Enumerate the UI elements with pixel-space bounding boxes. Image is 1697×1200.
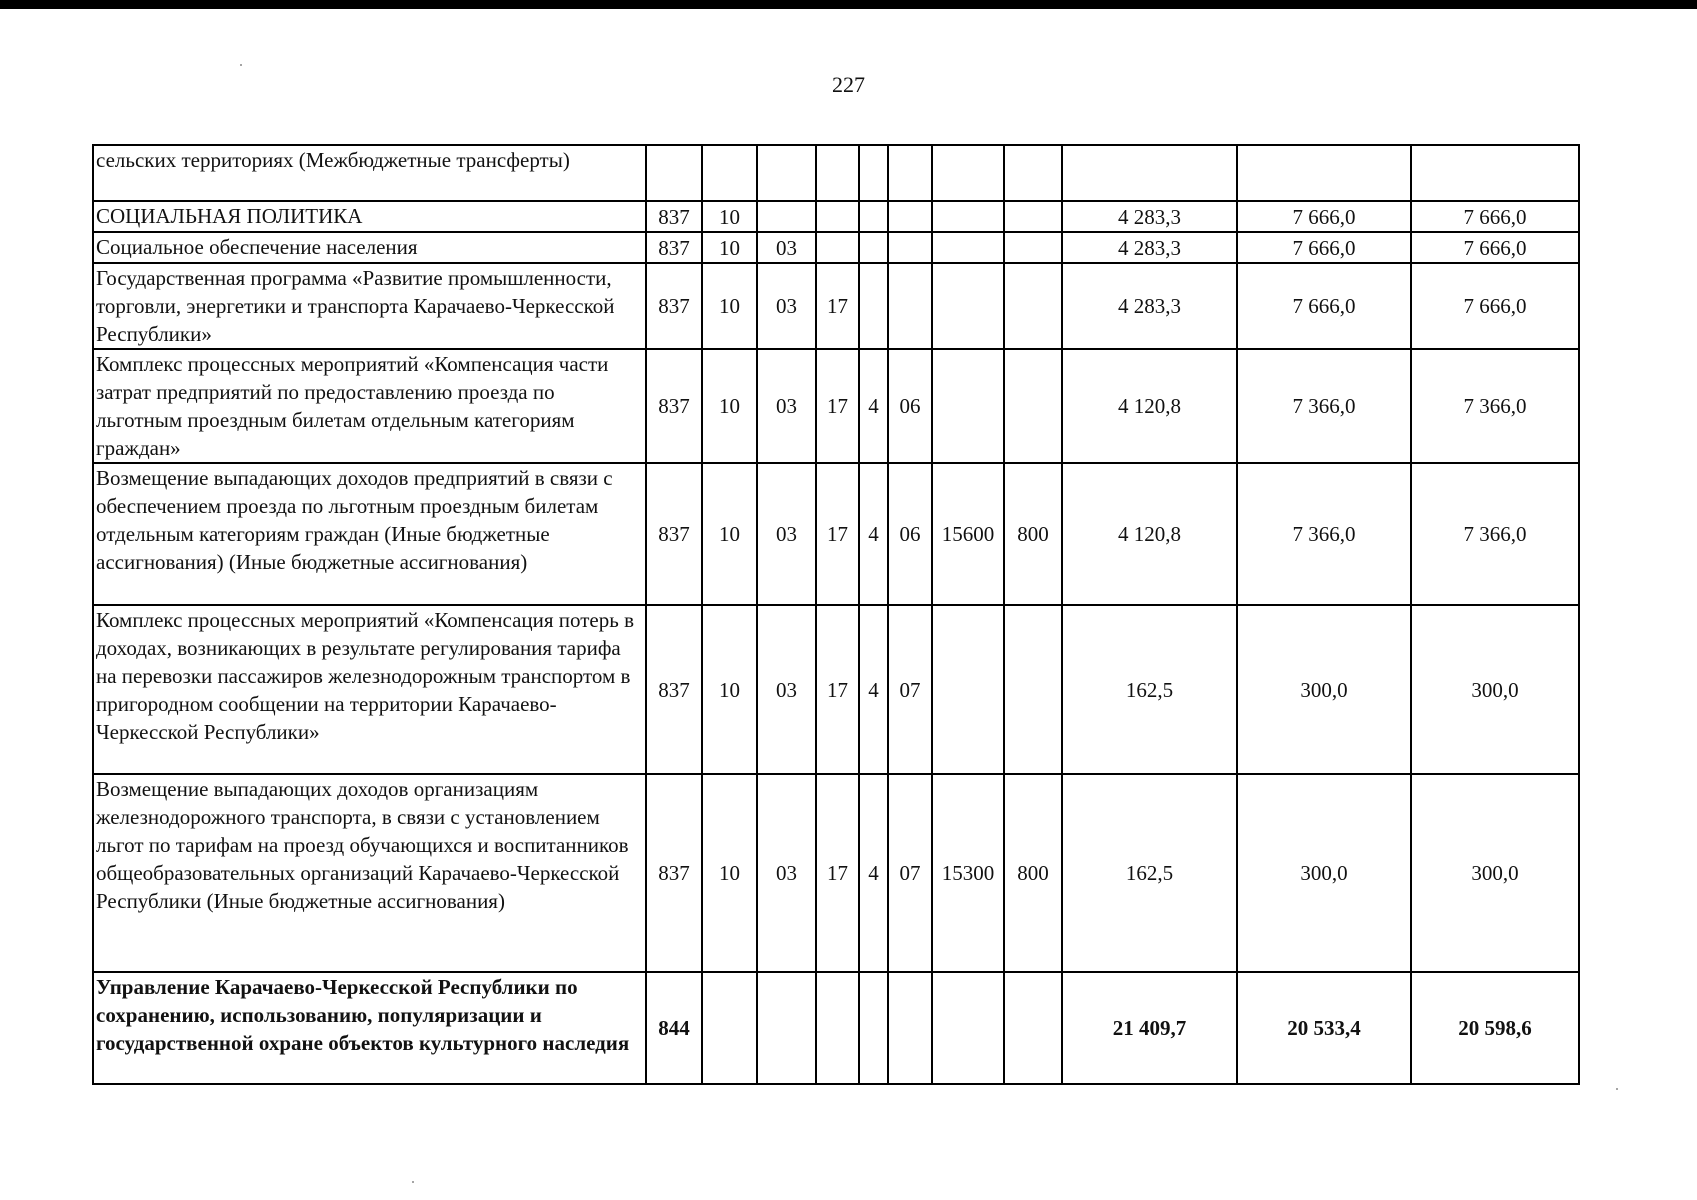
amount-year1-cell: 21 409,7 xyxy=(1062,972,1237,1084)
ved-code-cell: 837 xyxy=(646,605,702,774)
amount-year2-cell: 300,0 xyxy=(1237,605,1411,774)
program-code-cell xyxy=(816,232,859,263)
section-code-cell: 10 xyxy=(702,349,757,463)
row-name-cell: Социальное обеспечение населения xyxy=(93,232,646,263)
subprogram-code-cell: 07 xyxy=(888,605,932,774)
direction-code-cell xyxy=(932,145,1004,201)
table-row xyxy=(93,972,1579,1084)
subprogram-type-cell: 4 xyxy=(859,774,888,972)
direction-code-cell xyxy=(932,232,1004,263)
row-name-cell: Комплекс процессных мероприятий «Компенсация части затрат предприятий по предоставлению проезда по льготным проездным билетам отдельным категориям граждан» xyxy=(93,349,646,463)
expense-type-cell xyxy=(1004,972,1062,1084)
amount-year1-cell: 162,5 xyxy=(1062,605,1237,774)
amount-year3-cell: 7 666,0 xyxy=(1411,263,1579,349)
subsection-code-cell: 03 xyxy=(757,463,816,605)
subprogram-type-cell: 4 xyxy=(859,349,888,463)
program-code-cell: 17 xyxy=(816,774,859,972)
program-code-cell: 17 xyxy=(816,605,859,774)
subsection-code-cell: 03 xyxy=(757,232,816,263)
table-row xyxy=(93,349,1579,463)
row-name-cell: СОЦИАЛЬНАЯ ПОЛИТИКА xyxy=(93,201,646,232)
subprogram-code-cell xyxy=(888,232,932,263)
subsection-code-cell: 03 xyxy=(757,774,816,972)
table-row xyxy=(93,232,1579,263)
section-code-cell xyxy=(702,972,757,1084)
amount-year1-cell: 4 120,8 xyxy=(1062,463,1237,605)
subprogram-code-cell: 06 xyxy=(888,349,932,463)
amount-year2-cell: 7 666,0 xyxy=(1237,201,1411,232)
subsection-code-cell xyxy=(757,972,816,1084)
ved-code-cell: 844 xyxy=(646,972,702,1084)
subprogram-type-cell xyxy=(859,145,888,201)
expense-type-cell xyxy=(1004,263,1062,349)
row-name-cell: Возмещение выпадающих доходов предприятий в связи с обеспечением проезда по льготным проездным билетам отдельным категориям граждан (Иные бюджетные ассигнования) (Иные бюджетные ассигнования) xyxy=(93,463,646,605)
amount-year2-cell: 7 366,0 xyxy=(1237,349,1411,463)
row-name-cell: Комплекс процессных мероприятий «Компенсация потерь в доходах, возникающих в результате регулирования тарифа на перевозки пассажиров железнодорожным транспортом в пригородном сообщении на территории Карачаево-Черкесской Республики» xyxy=(93,605,646,774)
subprogram-type-cell xyxy=(859,232,888,263)
direction-code-cell xyxy=(932,349,1004,463)
amount-year3-cell: 7 366,0 xyxy=(1411,349,1579,463)
ved-code-cell: 837 xyxy=(646,201,702,232)
row-name-cell: Государственная программа «Развитие промышленности, торговли, энергетики и транспорта Карачаево-Черкесской Республики» xyxy=(93,263,646,349)
amount-year3-cell: 7 366,0 xyxy=(1411,463,1579,605)
section-code-cell: 10 xyxy=(702,232,757,263)
direction-code-cell: 15600 xyxy=(932,463,1004,605)
expense-type-cell: 800 xyxy=(1004,463,1062,605)
amount-year2-cell xyxy=(1237,145,1411,201)
row-name-cell: Управление Карачаево-Черкесской Республики по сохранению, использованию, популяризации и государственной охране объектов культурного наследия xyxy=(93,972,646,1084)
subprogram-code-cell: 06 xyxy=(888,463,932,605)
expense-type-cell xyxy=(1004,349,1062,463)
amount-year1-cell xyxy=(1062,145,1237,201)
amount-year1-cell: 4 283,3 xyxy=(1062,201,1237,232)
scan-speck xyxy=(240,64,242,66)
amount-year2-cell: 20 533,4 xyxy=(1237,972,1411,1084)
program-code-cell: 17 xyxy=(816,463,859,605)
program-code-cell: 17 xyxy=(816,349,859,463)
section-code-cell: 10 xyxy=(702,463,757,605)
amount-year3-cell: 300,0 xyxy=(1411,605,1579,774)
amount-year1-cell: 4 283,3 xyxy=(1062,232,1237,263)
direction-code-cell xyxy=(932,201,1004,232)
expense-type-cell: 800 xyxy=(1004,774,1062,972)
scan-speck xyxy=(1616,1088,1618,1090)
subsection-code-cell: 03 xyxy=(757,349,816,463)
amount-year3-cell: 20 598,6 xyxy=(1411,972,1579,1084)
subprogram-type-cell xyxy=(859,263,888,349)
expense-type-cell xyxy=(1004,201,1062,232)
direction-code-cell xyxy=(932,605,1004,774)
direction-code-cell xyxy=(932,972,1004,1084)
row-name-cell: сельских территориях (Межбюджетные трансферты) xyxy=(93,145,646,201)
ved-code-cell: 837 xyxy=(646,463,702,605)
section-code-cell xyxy=(702,145,757,201)
table-row xyxy=(93,774,1579,972)
section-code-cell: 10 xyxy=(702,263,757,349)
row-name-cell: Возмещение выпадающих доходов организациям железнодорожного транспорта, в связи с установлением льгот по тарифам на проезд обучающихся и воспитанников общеобразовательных организаций Карачаево-Черкесской Республики (Иные бюджетные ассигнования) xyxy=(93,774,646,972)
expense-type-cell xyxy=(1004,232,1062,263)
amount-year3-cell xyxy=(1411,145,1579,201)
table-row xyxy=(93,605,1579,774)
ved-code-cell: 837 xyxy=(646,349,702,463)
ved-code-cell: 837 xyxy=(646,774,702,972)
amount-year3-cell: 7 666,0 xyxy=(1411,201,1579,232)
scan-top-border xyxy=(0,0,1697,9)
amount-year2-cell: 7 666,0 xyxy=(1237,232,1411,263)
expense-type-cell xyxy=(1004,145,1062,201)
ved-code-cell xyxy=(646,145,702,201)
amount-year2-cell: 7 366,0 xyxy=(1237,463,1411,605)
ved-code-cell: 837 xyxy=(646,263,702,349)
program-code-cell: 17 xyxy=(816,263,859,349)
amount-year2-cell: 7 666,0 xyxy=(1237,263,1411,349)
expense-type-cell xyxy=(1004,605,1062,774)
direction-code-cell: 15300 xyxy=(932,774,1004,972)
scan-speck xyxy=(412,1181,414,1183)
table-row xyxy=(93,263,1579,349)
subsection-code-cell xyxy=(757,145,816,201)
page-number: 227 xyxy=(832,72,865,97)
program-code-cell xyxy=(816,972,859,1084)
program-code-cell xyxy=(816,201,859,232)
amount-year1-cell: 4 120,8 xyxy=(1062,349,1237,463)
subprogram-code-cell xyxy=(888,972,932,1084)
section-code-cell: 10 xyxy=(702,201,757,232)
program-code-cell xyxy=(816,145,859,201)
subprogram-type-cell xyxy=(859,972,888,1084)
subprogram-code-cell xyxy=(888,201,932,232)
ved-code-cell: 837 xyxy=(646,232,702,263)
subsection-code-cell xyxy=(757,201,816,232)
table-row xyxy=(93,463,1579,605)
budget-table xyxy=(92,144,1580,1085)
subprogram-code-cell xyxy=(888,263,932,349)
subprogram-type-cell: 4 xyxy=(859,605,888,774)
subprogram-type-cell: 4 xyxy=(859,463,888,605)
section-code-cell: 10 xyxy=(702,605,757,774)
amount-year3-cell: 300,0 xyxy=(1411,774,1579,972)
subprogram-code-cell: 07 xyxy=(888,774,932,972)
section-code-cell: 10 xyxy=(702,774,757,972)
amount-year1-cell: 162,5 xyxy=(1062,774,1237,972)
subsection-code-cell: 03 xyxy=(757,605,816,774)
amount-year1-cell: 4 283,3 xyxy=(1062,263,1237,349)
amount-year2-cell: 300,0 xyxy=(1237,774,1411,972)
direction-code-cell xyxy=(932,263,1004,349)
subprogram-type-cell xyxy=(859,201,888,232)
table-row xyxy=(93,201,1579,232)
amount-year3-cell: 7 666,0 xyxy=(1411,232,1579,263)
subprogram-code-cell xyxy=(888,145,932,201)
table-row xyxy=(93,145,1579,201)
subsection-code-cell: 03 xyxy=(757,263,816,349)
